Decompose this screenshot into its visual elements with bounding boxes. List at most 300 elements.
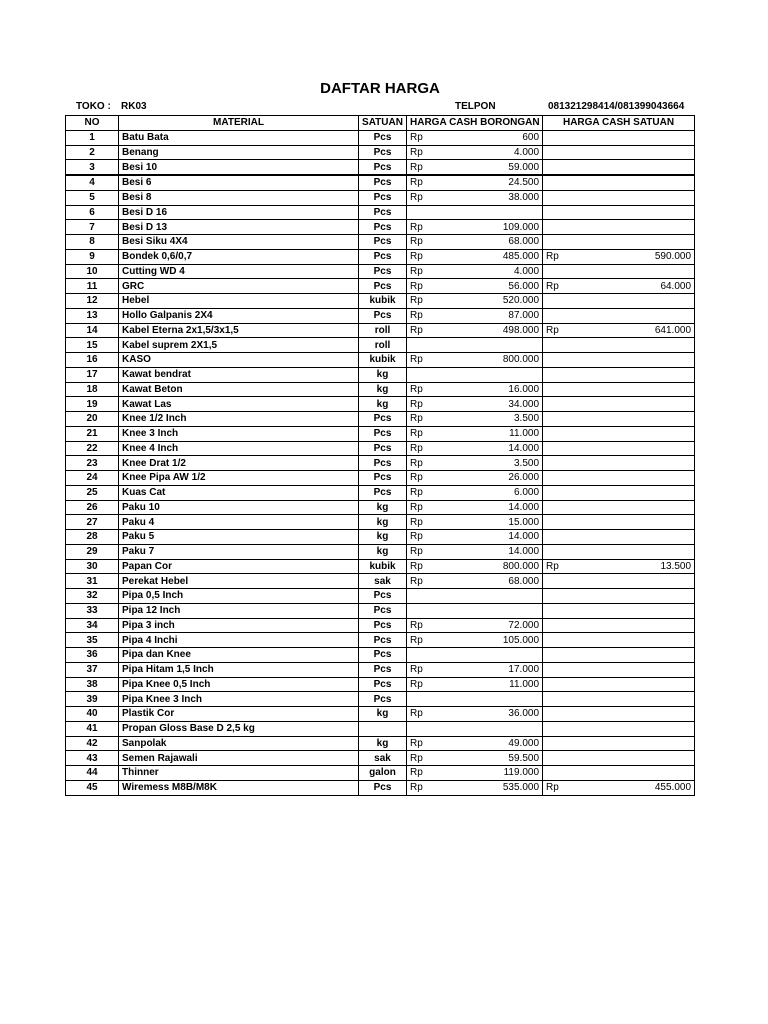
row-material: Besi 10 — [119, 160, 359, 175]
row-borongan-price: 72.000 — [445, 618, 543, 633]
row-no: 45 — [66, 780, 119, 795]
row-satuan-price — [581, 397, 695, 412]
table-row — [66, 323, 695, 338]
row-satuan-currency — [543, 175, 581, 190]
row-satuan-currency — [543, 530, 581, 545]
header-no: NO — [66, 116, 119, 131]
table-row — [66, 500, 695, 515]
row-no: 13 — [66, 308, 119, 323]
row-unit: Pcs — [359, 633, 407, 648]
row-material: Pipa Hitam 1,5 Inch — [119, 662, 359, 677]
row-material: Kabel suprem 2X1,5 — [119, 338, 359, 353]
row-borongan-currency — [407, 603, 445, 618]
row-no: 35 — [66, 633, 119, 648]
row-material: Knee Pipa AW 1/2 — [119, 471, 359, 486]
table-row — [66, 544, 695, 559]
row-unit: Pcs — [359, 279, 407, 294]
row-borongan-price: 17.000 — [445, 662, 543, 677]
row-unit: sak — [359, 574, 407, 589]
table-row — [66, 397, 695, 412]
row-borongan-currency: Rp — [407, 456, 445, 471]
row-no: 28 — [66, 530, 119, 545]
table-row — [66, 633, 695, 648]
row-material: Hollo Galpanis 2X4 — [119, 308, 359, 323]
row-no: 11 — [66, 279, 119, 294]
row-no: 41 — [66, 721, 119, 736]
row-satuan-currency — [543, 308, 581, 323]
row-no: 23 — [66, 456, 119, 471]
row-borongan-currency: Rp — [407, 707, 445, 722]
row-satuan-currency — [543, 662, 581, 677]
row-no: 29 — [66, 544, 119, 559]
row-material: Paku 7 — [119, 544, 359, 559]
row-satuan-currency — [543, 707, 581, 722]
row-borongan-currency: Rp — [407, 780, 445, 795]
row-satuan-price — [581, 353, 695, 368]
row-satuan-price — [581, 130, 695, 145]
row-borongan-price: 14.000 — [445, 500, 543, 515]
table-row — [66, 736, 695, 751]
table-row — [66, 175, 695, 190]
row-unit: kubik — [359, 294, 407, 309]
row-unit: Pcs — [359, 264, 407, 279]
row-unit: kubik — [359, 559, 407, 574]
row-borongan-price: 34.000 — [445, 397, 543, 412]
row-borongan-currency: Rp — [407, 264, 445, 279]
row-satuan-currency — [543, 736, 581, 751]
table-row — [66, 530, 695, 545]
row-satuan-price — [581, 677, 695, 692]
row-material: Besi Siku 4X4 — [119, 235, 359, 250]
row-no: 33 — [66, 603, 119, 618]
row-borongan-price: 4.000 — [445, 264, 543, 279]
row-unit: Pcs — [359, 456, 407, 471]
header-satuan: SATUAN — [359, 116, 407, 131]
row-material: Hebel — [119, 294, 359, 309]
row-unit: Pcs — [359, 441, 407, 456]
row-borongan-currency — [407, 338, 445, 353]
row-borongan-price — [445, 589, 543, 604]
row-unit: galon — [359, 766, 407, 781]
row-no: 7 — [66, 220, 119, 235]
row-material: Pipa Knee 3 Inch — [119, 692, 359, 707]
row-no: 18 — [66, 382, 119, 397]
row-no: 39 — [66, 692, 119, 707]
row-borongan-currency: Rp — [407, 530, 445, 545]
row-material: Kawat bendrat — [119, 367, 359, 382]
row-unit: Pcs — [359, 130, 407, 145]
row-material: Pipa dan Knee — [119, 648, 359, 663]
row-satuan-currency: Rp — [543, 559, 581, 574]
row-satuan-price — [581, 441, 695, 456]
row-borongan-price: 800.000 — [445, 353, 543, 368]
row-material: Besi D 13 — [119, 220, 359, 235]
row-borongan-currency: Rp — [407, 751, 445, 766]
table-row — [66, 471, 695, 486]
row-unit: kg — [359, 367, 407, 382]
row-material: KASO — [119, 353, 359, 368]
table-row — [66, 130, 695, 145]
row-satuan-currency — [543, 500, 581, 515]
row-satuan-price — [581, 205, 695, 220]
price-table — [65, 115, 695, 796]
table-row — [66, 308, 695, 323]
row-borongan-price: 4.000 — [445, 145, 543, 160]
row-borongan-currency: Rp — [407, 397, 445, 412]
row-material: Sanpolak — [119, 736, 359, 751]
row-unit: Pcs — [359, 589, 407, 604]
row-borongan-currency: Rp — [407, 279, 445, 294]
row-borongan-price: 56.000 — [445, 279, 543, 294]
row-material: GRC — [119, 279, 359, 294]
row-borongan-currency: Rp — [407, 145, 445, 160]
row-satuan-price — [581, 603, 695, 618]
row-no: 38 — [66, 677, 119, 692]
row-material: Kabel Eterna 2x1,5/3x1,5 — [119, 323, 359, 338]
row-borongan-price: 105.000 — [445, 633, 543, 648]
row-satuan-currency — [543, 220, 581, 235]
row-material: Papan Cor — [119, 559, 359, 574]
row-satuan-currency — [543, 160, 581, 175]
row-borongan-price: 11.000 — [445, 426, 543, 441]
row-satuan-price — [581, 721, 695, 736]
row-material: Pipa 3 inch — [119, 618, 359, 633]
row-borongan-price: 3.500 — [445, 412, 543, 427]
row-satuan-currency — [543, 145, 581, 160]
row-borongan-price: 11.000 — [445, 677, 543, 692]
row-borongan-currency: Rp — [407, 220, 445, 235]
row-satuan-currency — [543, 648, 581, 663]
row-borongan-price: 15.000 — [445, 515, 543, 530]
row-borongan-price: 14.000 — [445, 441, 543, 456]
row-borongan-currency: Rp — [407, 677, 445, 692]
row-unit: Pcs — [359, 249, 407, 264]
row-satuan-price — [581, 294, 695, 309]
row-borongan-price — [445, 367, 543, 382]
row-satuan-price — [581, 618, 695, 633]
row-material: Knee 4 Inch — [119, 441, 359, 456]
row-satuan-price — [581, 589, 695, 604]
row-no: 30 — [66, 559, 119, 574]
row-borongan-price: 16.000 — [445, 382, 543, 397]
row-borongan-price: 119.000 — [445, 766, 543, 781]
row-satuan-price — [581, 308, 695, 323]
table-row — [66, 515, 695, 530]
row-unit: kg — [359, 530, 407, 545]
row-no: 43 — [66, 751, 119, 766]
row-no: 5 — [66, 190, 119, 205]
row-satuan-price — [581, 485, 695, 500]
row-unit: kg — [359, 500, 407, 515]
row-satuan-currency — [543, 235, 581, 250]
row-satuan-price — [581, 648, 695, 663]
row-satuan-price — [581, 190, 695, 205]
telpon-label: TELPON — [455, 101, 496, 112]
row-borongan-currency — [407, 205, 445, 220]
row-no: 34 — [66, 618, 119, 633]
row-borongan-price — [445, 205, 543, 220]
row-borongan-currency: Rp — [407, 766, 445, 781]
row-material: Pipa 0,5 Inch — [119, 589, 359, 604]
row-material: Knee 1/2 Inch — [119, 412, 359, 427]
row-borongan-price — [445, 721, 543, 736]
row-borongan-currency: Rp — [407, 235, 445, 250]
row-material: Pipa 12 Inch — [119, 603, 359, 618]
row-material: Benang — [119, 145, 359, 160]
row-satuan-price — [581, 751, 695, 766]
row-unit: kg — [359, 382, 407, 397]
row-material: Pipa 4 Inchi — [119, 633, 359, 648]
row-unit: Pcs — [359, 662, 407, 677]
row-satuan-price: 455.000 — [581, 780, 695, 795]
row-borongan-currency: Rp — [407, 130, 445, 145]
row-borongan-currency: Rp — [407, 323, 445, 338]
row-satuan-price: 64.000 — [581, 279, 695, 294]
row-no: 24 — [66, 471, 119, 486]
table-row — [66, 766, 695, 781]
row-borongan-price: 26.000 — [445, 471, 543, 486]
row-borongan-price: 24.500 — [445, 175, 543, 190]
table-row — [66, 662, 695, 677]
row-satuan-price — [581, 426, 695, 441]
row-no: 37 — [66, 662, 119, 677]
row-material: Thinner — [119, 766, 359, 781]
row-unit: Pcs — [359, 160, 407, 175]
row-material: Batu Bata — [119, 130, 359, 145]
row-satuan-currency — [543, 367, 581, 382]
table-row — [66, 441, 695, 456]
toko-label: TOKO : — [76, 101, 111, 112]
table-row — [66, 589, 695, 604]
page-title: DAFTAR HARGA — [320, 80, 440, 97]
row-satuan-currency — [543, 412, 581, 427]
telpon-value: 081321298414/081399043664 — [548, 101, 685, 112]
row-satuan-price — [581, 633, 695, 648]
row-borongan-currency — [407, 692, 445, 707]
row-unit: Pcs — [359, 220, 407, 235]
row-no: 22 — [66, 441, 119, 456]
row-no: 19 — [66, 397, 119, 412]
row-borongan-currency: Rp — [407, 662, 445, 677]
table-row — [66, 160, 695, 175]
row-satuan-price — [581, 736, 695, 751]
row-satuan-price — [581, 367, 695, 382]
row-borongan-currency: Rp — [407, 500, 445, 515]
row-borongan-price — [445, 692, 543, 707]
row-satuan-currency: Rp — [543, 323, 581, 338]
row-no: 32 — [66, 589, 119, 604]
row-no: 6 — [66, 205, 119, 220]
row-satuan-price — [581, 338, 695, 353]
table-row — [66, 559, 695, 574]
row-no: 20 — [66, 412, 119, 427]
row-material: Propan Gloss Base D 2,5 kg — [119, 721, 359, 736]
row-borongan-price — [445, 603, 543, 618]
table-row — [66, 412, 695, 427]
row-borongan-currency: Rp — [407, 515, 445, 530]
table-row — [66, 780, 695, 795]
row-satuan-currency — [543, 338, 581, 353]
row-unit: Pcs — [359, 145, 407, 160]
row-satuan-currency — [543, 485, 581, 500]
header-material: MATERIAL — [119, 116, 359, 131]
row-satuan-currency — [543, 264, 581, 279]
row-borongan-currency: Rp — [407, 618, 445, 633]
row-borongan-currency — [407, 367, 445, 382]
row-borongan-currency: Rp — [407, 471, 445, 486]
header-harga-satuan: HARGA CASH SATUAN — [543, 116, 695, 131]
row-unit: Pcs — [359, 308, 407, 323]
row-satuan-price — [581, 145, 695, 160]
row-no: 9 — [66, 249, 119, 264]
row-borongan-price: 520.000 — [445, 294, 543, 309]
row-unit: Pcs — [359, 618, 407, 633]
table-row — [66, 677, 695, 692]
table-row — [66, 382, 695, 397]
row-material: Kawat Beton — [119, 382, 359, 397]
row-satuan-currency — [543, 130, 581, 145]
row-satuan-price — [581, 220, 695, 235]
row-unit: Pcs — [359, 412, 407, 427]
row-no: 26 — [66, 500, 119, 515]
row-unit: Pcs — [359, 235, 407, 250]
table-row — [66, 264, 695, 279]
row-borongan-currency: Rp — [407, 633, 445, 648]
row-no: 15 — [66, 338, 119, 353]
row-borongan-currency: Rp — [407, 382, 445, 397]
row-satuan-price — [581, 692, 695, 707]
row-unit: kg — [359, 544, 407, 559]
row-material: Paku 4 — [119, 515, 359, 530]
table-row — [66, 294, 695, 309]
row-satuan-currency — [543, 382, 581, 397]
row-satuan-currency — [543, 544, 581, 559]
row-satuan-price — [581, 160, 695, 175]
row-borongan-price: 59.000 — [445, 160, 543, 175]
row-no: 3 — [66, 160, 119, 175]
row-borongan-currency — [407, 648, 445, 663]
row-unit: Pcs — [359, 692, 407, 707]
table-row — [66, 574, 695, 589]
row-borongan-price: 600 — [445, 130, 543, 145]
row-unit: kg — [359, 736, 407, 751]
table-row — [66, 220, 695, 235]
row-satuan-price — [581, 662, 695, 677]
row-satuan-price: 13.500 — [581, 559, 695, 574]
row-borongan-currency: Rp — [407, 175, 445, 190]
row-unit: Pcs — [359, 426, 407, 441]
row-borongan-currency: Rp — [407, 353, 445, 368]
table-row — [66, 205, 695, 220]
row-borongan-price: 68.000 — [445, 235, 543, 250]
table-row — [66, 648, 695, 663]
row-borongan-price: 14.000 — [445, 544, 543, 559]
row-no: 1 — [66, 130, 119, 145]
row-borongan-price: 498.000 — [445, 323, 543, 338]
row-borongan-price: 3.500 — [445, 456, 543, 471]
table-row — [66, 235, 695, 250]
row-satuan-currency — [543, 721, 581, 736]
table-row — [66, 249, 695, 264]
row-no: 8 — [66, 235, 119, 250]
row-satuan-price — [581, 175, 695, 190]
row-satuan-currency — [543, 618, 581, 633]
row-borongan-price: 800.000 — [445, 559, 543, 574]
row-material: Perekat Hebel — [119, 574, 359, 589]
row-satuan-currency — [543, 633, 581, 648]
row-material: Wiremess M8B/M8K — [119, 780, 359, 795]
row-borongan-price — [445, 338, 543, 353]
row-unit: kg — [359, 515, 407, 530]
row-satuan-price: 641.000 — [581, 323, 695, 338]
row-borongan-price: 14.000 — [445, 530, 543, 545]
table-row — [66, 279, 695, 294]
row-material: Kuas Cat — [119, 485, 359, 500]
row-satuan-price — [581, 574, 695, 589]
row-satuan-currency — [543, 205, 581, 220]
row-no: 21 — [66, 426, 119, 441]
toko-value: RK03 — [121, 101, 147, 112]
table-header-row — [66, 116, 695, 131]
row-satuan-price — [581, 264, 695, 279]
row-satuan-currency — [543, 294, 581, 309]
row-no: 27 — [66, 515, 119, 530]
row-satuan-currency: Rp — [543, 279, 581, 294]
row-satuan-price — [581, 382, 695, 397]
row-borongan-currency: Rp — [407, 544, 445, 559]
row-satuan-price — [581, 707, 695, 722]
row-unit: Pcs — [359, 175, 407, 190]
row-no: 14 — [66, 323, 119, 338]
header-harga-borongan: HARGA CASH BORONGAN — [407, 116, 543, 131]
row-material: Knee Drat 1/2 — [119, 456, 359, 471]
row-satuan-price — [581, 412, 695, 427]
row-no: 31 — [66, 574, 119, 589]
row-satuan-price — [581, 766, 695, 781]
row-no: 25 — [66, 485, 119, 500]
row-unit: Pcs — [359, 603, 407, 618]
table-row — [66, 338, 695, 353]
row-borongan-price — [445, 648, 543, 663]
row-borongan-price: 87.000 — [445, 308, 543, 323]
table-row — [66, 751, 695, 766]
row-material: Besi 6 — [119, 175, 359, 190]
row-satuan-currency — [543, 692, 581, 707]
table-row — [66, 707, 695, 722]
table-row — [66, 603, 695, 618]
row-no: 2 — [66, 145, 119, 160]
row-material: Bondek 0,6/0,7 — [119, 249, 359, 264]
row-unit: Pcs — [359, 471, 407, 486]
row-material: Paku 5 — [119, 530, 359, 545]
row-borongan-currency: Rp — [407, 249, 445, 264]
row-no: 16 — [66, 353, 119, 368]
row-borongan-currency: Rp — [407, 485, 445, 500]
row-borongan-currency — [407, 589, 445, 604]
row-no: 12 — [66, 294, 119, 309]
row-borongan-currency: Rp — [407, 574, 445, 589]
row-satuan-currency — [543, 353, 581, 368]
row-satuan-currency — [543, 603, 581, 618]
row-unit: kubik — [359, 353, 407, 368]
row-unit: roll — [359, 338, 407, 353]
row-satuan-price — [581, 500, 695, 515]
row-no: 17 — [66, 367, 119, 382]
row-satuan-price — [581, 530, 695, 545]
row-material: Besi D 16 — [119, 205, 359, 220]
row-no: 44 — [66, 766, 119, 781]
row-satuan-currency — [543, 441, 581, 456]
